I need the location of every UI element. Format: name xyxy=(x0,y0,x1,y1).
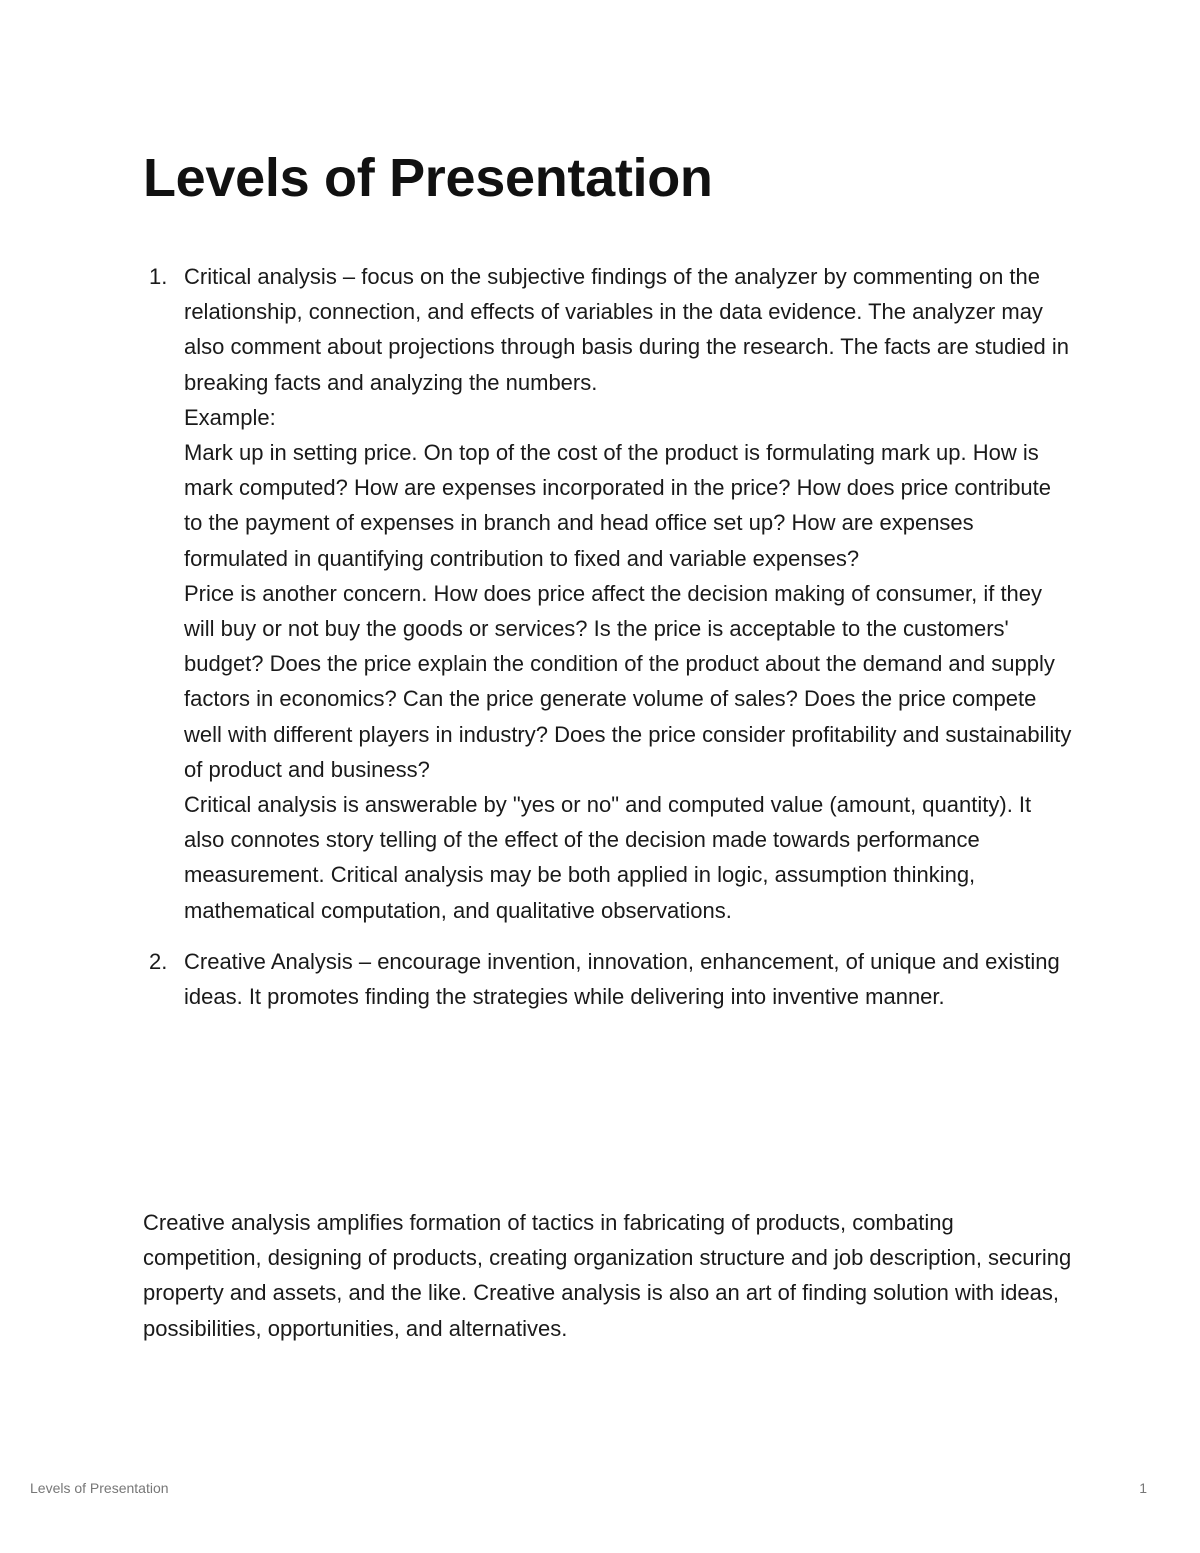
list-item xyxy=(143,944,1073,1014)
numbered-list xyxy=(143,259,1073,1014)
list-item-paragraph: Creative Analysis – encourage invention, innovation, enhancement, of unique and existing ideas. It promotes finding the strategies while delivering into inventive manner. xyxy=(184,948,1060,1010)
footer-page-number: 1 xyxy=(1139,1480,1147,1496)
list-item-number: 2. xyxy=(149,948,168,974)
footer-title: Levels of Presentation xyxy=(30,1480,169,1496)
list-item-paragraph: Example: xyxy=(184,404,276,430)
list-item-paragraph: Price is another concern. How does price affect the decision making of consumer, if they will buy or not buy the goods or services? Is the price is acceptable to the customers' budget? Does the price explain the condition of the product about the demand and supply factors in economics? Can the price generate volume of sales? Does the price compete well with different players in industry? Does the price consider profitability and sustainability of product and business? xyxy=(184,580,1072,782)
list-item-paragraph: Critical analysis – focus on the subjective findings of the analyzer by commenting on the relationship, connection, and effects of variables in the data evidence. The analyzer may also comment about projections through basis during the research. The facts are studied in breaking facts and analyzing the numbers. xyxy=(184,264,1069,395)
list-item xyxy=(143,259,1073,928)
closing-paragraph: Creative analysis amplifies formation of tactics in fabricating of products, combating competition, designing of products, creating organization structure and job description, securing property and assets, and the like. Creative analysis is also an art of finding solution with ideas, possibilities, opportunities, and alternatives. xyxy=(143,1210,1072,1341)
list-item-paragraph: Mark up in setting price. On top of the cost of the product is formulating mark up. How is mark computed? How are expenses incorporated in the price? How does price contribute to the payment of expenses in branch and head office set up? How are expenses formulated in quantifying contribution to fixed and variable expenses? xyxy=(184,440,1052,571)
list-item-paragraph: Critical analysis is answerable by "yes or no" and computed value (amount, quantity). It also connotes story telling of the effect of the decision made towards performance measurement. Critical analysis may be both applied in logic, assumption thinking, mathematical computation, and qualitative observations. xyxy=(184,792,1032,923)
list-item-number: 1. xyxy=(149,264,168,289)
page-title: Levels of Presentation xyxy=(143,148,713,208)
